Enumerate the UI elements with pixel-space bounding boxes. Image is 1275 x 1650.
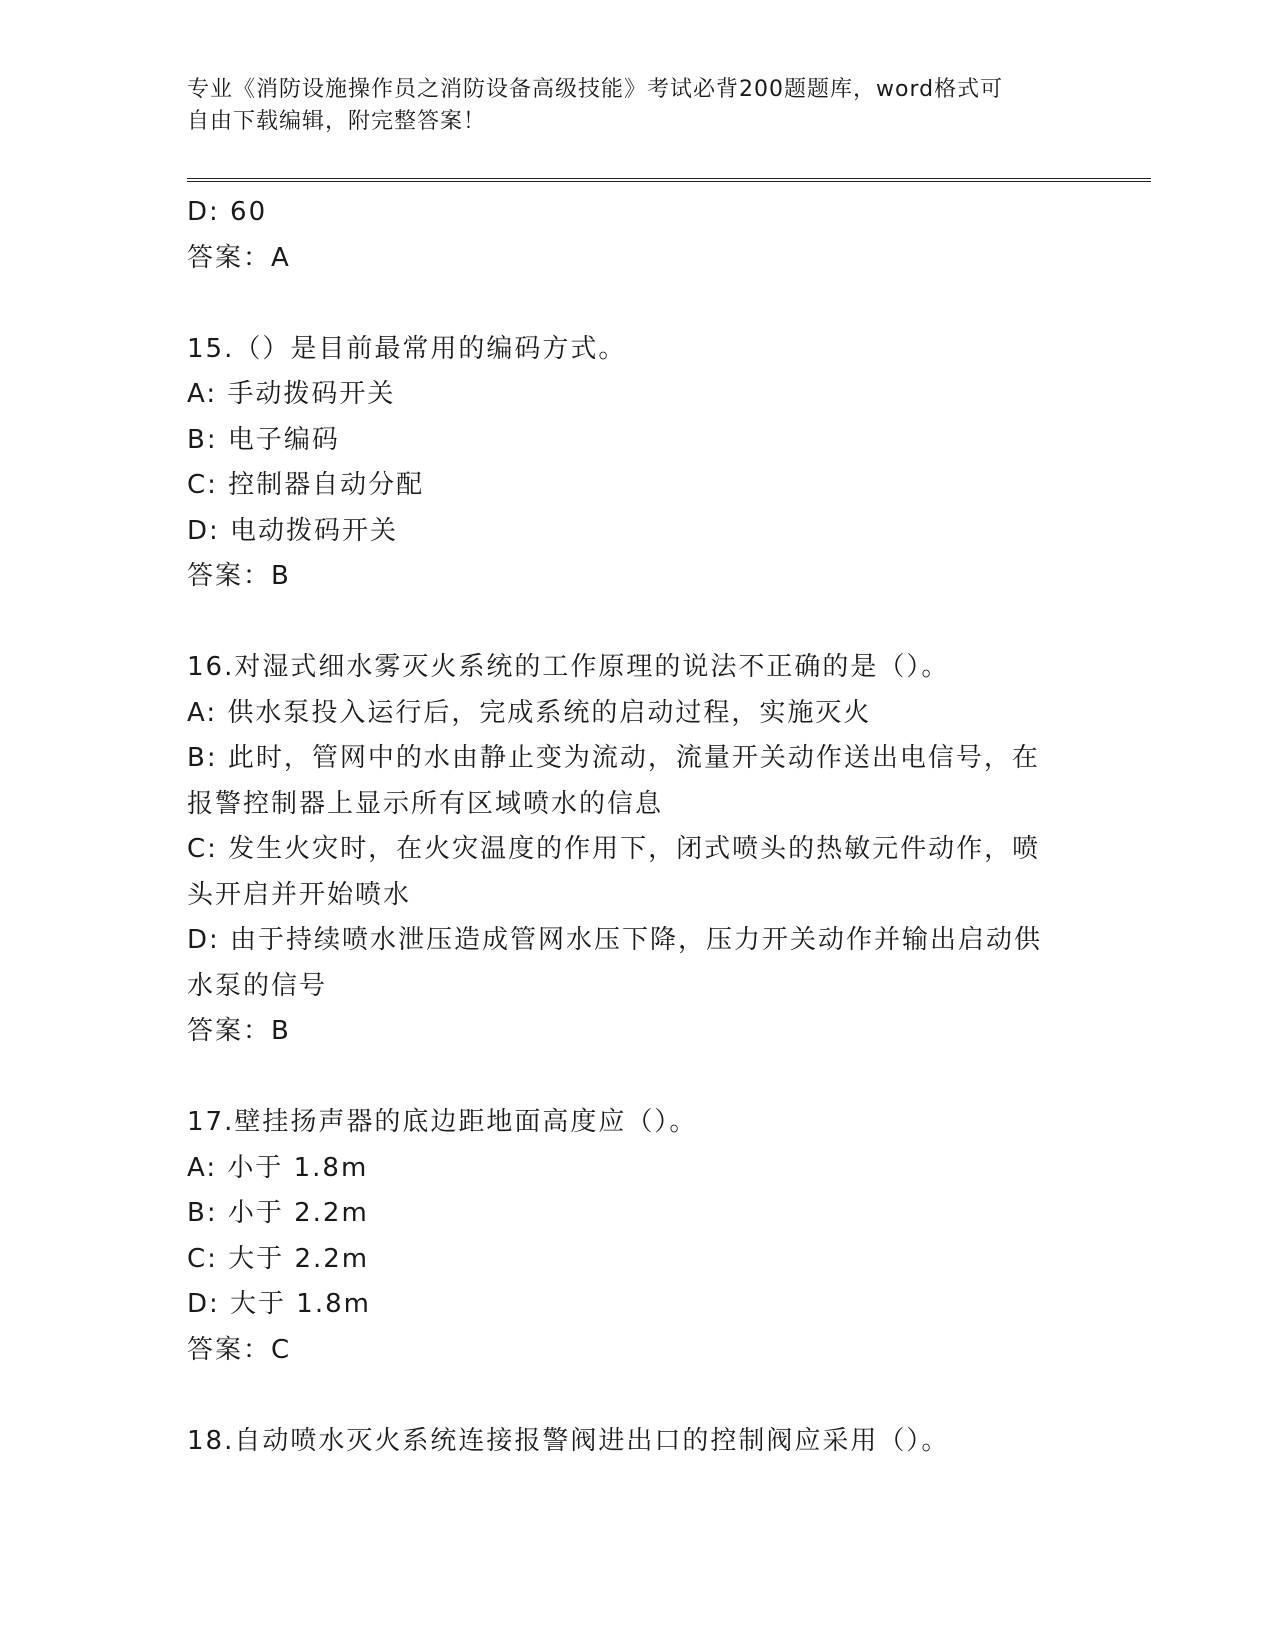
document-body bbox=[187, 190, 1077, 1464]
document-header bbox=[187, 74, 1067, 138]
option-b-line-2: 报警控制器上显示所有区域喷水的信息 bbox=[187, 788, 664, 819]
option-c-line-1: C: 发生火灾时，在火灾温度的作用下，闭式喷头的热敏元件动作，喷 bbox=[187, 834, 1041, 864]
option-d: D: 大于 1.8m bbox=[187, 1289, 371, 1319]
option-b-line-1: B: 此时，管网中的水由静止变为流动，流量开关动作送出电信号，在 bbox=[187, 743, 1040, 773]
question-stem: 17.壁挂扬声器的底边距地面高度应（）。 bbox=[187, 1107, 698, 1137]
spacer bbox=[187, 1055, 1077, 1101]
question-18 bbox=[187, 1419, 1077, 1465]
answer-line: 答案：B bbox=[187, 1016, 291, 1046]
option-d: D: 60 bbox=[187, 197, 268, 227]
option-d: D: 电动拨码开关 bbox=[187, 515, 399, 546]
question-stem: 15.（）是目前最常用的编码方式。 bbox=[187, 333, 627, 364]
header-title-line-1: 专业《消防设施操作员之消防设备高级技能》考试必背200题题库，word格式可 bbox=[187, 77, 1004, 102]
question-stem: 16.对湿式细水雾灭火系统的工作原理的说法不正确的是（）。 bbox=[187, 652, 950, 682]
question-17 bbox=[187, 1100, 1077, 1373]
option-a: A: 手动拨码开关 bbox=[187, 379, 396, 409]
option-d-line-1: D: 由于持续喷水泄压造成管网水压下降，压力开关动作并输出启动供 bbox=[187, 925, 1043, 955]
spacer bbox=[187, 1373, 1077, 1419]
option-c: C: 控制器自动分配 bbox=[187, 470, 425, 500]
header-divider bbox=[187, 178, 1151, 182]
option-a: A: 小于 1.8m bbox=[187, 1152, 369, 1183]
answer-line: 答案：C bbox=[187, 1334, 292, 1365]
option-c-line-2: 头开启并开始喷水 bbox=[187, 879, 412, 910]
answer-line: 答案：A bbox=[187, 242, 291, 273]
header-title-line-2: 自由下载编辑，附完整答案！ bbox=[187, 109, 487, 134]
question-16 bbox=[187, 645, 1077, 1055]
spacer bbox=[187, 281, 1077, 327]
answer-line: 答案：B bbox=[187, 561, 291, 591]
question-15 bbox=[187, 327, 1077, 600]
option-c: C: 大于 2.2m bbox=[187, 1243, 370, 1274]
option-b: B: 电子编码 bbox=[187, 424, 340, 455]
option-b: B: 小于 2.2m bbox=[187, 1198, 369, 1228]
question-prev-tail bbox=[187, 190, 1077, 281]
option-d-line-2: 水泵的信号 bbox=[187, 970, 328, 1001]
option-a: A: 供水泵投入运行后，完成系统的启动过程，实施灭火 bbox=[187, 697, 872, 728]
spacer bbox=[187, 600, 1077, 646]
question-stem: 18.自动喷水灭火系统连接报警阀进出口的控制阀应采用（）。 bbox=[187, 1425, 950, 1456]
